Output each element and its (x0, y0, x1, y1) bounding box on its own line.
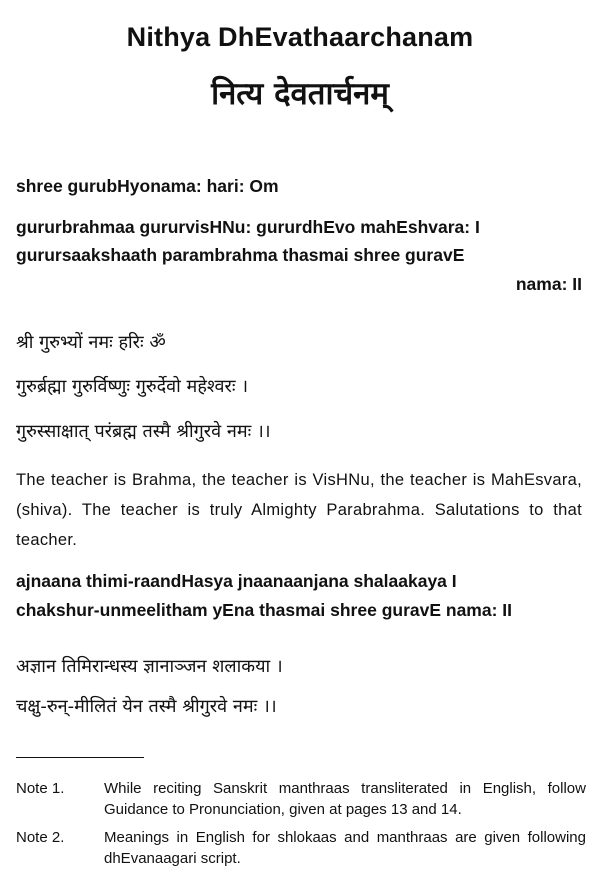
footnote-1-text: While reciting Sanskrit manthraas transliterated in English, follow Guidance to Pronunciation, given at pages 13 and 14. (104, 780, 586, 818)
meaning-paragraph: The teacher is Brahma, the teacher is VisHNu, the teacher is MahEsvara, (shiva). The teacher is truly Almighty Parabrahma. Salutations to that teacher. (16, 471, 582, 549)
invocation-devanagari-line-2: गुरुर्ब्रह्मा गुरुर्विष्णुः गुरुर्देवो महेश्वरः । (16, 376, 249, 397)
footnote-divider (16, 757, 144, 758)
footnote-1 (16, 778, 588, 820)
footnote-2-text: Meanings in English for shlokaas and manthraas are given following dhEvanaagari script. (104, 829, 586, 867)
footnote-2-label: Note 2. (16, 829, 65, 846)
invocation-translit-line-4: nama: II (515, 274, 582, 294)
invocation-translit-line-1: shree gurubHyonama: hari: Om (16, 176, 279, 196)
verse2-translit-line-2: chakshur-unmeelitham yEna thasmai shree guravE nama: II (16, 600, 513, 620)
footnote-1-label: Note 1. (16, 780, 65, 797)
invocation-devanagari-line-1: श्री गुरुभ्यों नमः हरिः ॐ (16, 332, 166, 353)
verse2-translit-line-1: ajnaana thimi-raandHasya jnaanaanjana shalaakaya I (16, 571, 457, 591)
invocation-translit-line-3: gurursaakshaath parambrahma thasmai shree guravE (16, 245, 465, 265)
invocation-devanagari-line-3: गुरुस्साक्षात् परंब्रह्म तस्मै श्रीगुरवे नमः ।। (16, 421, 271, 442)
verse2-devanagari-line-2: चक्षु-रुन्-मीलितं येन तस्मै श्रीगुरवे नमः ।। (16, 696, 277, 717)
page-title: Nithya DhEvathaarchanam (126, 22, 474, 52)
footnote-2 (16, 827, 588, 869)
invocation-translit-line-2: gururbrahmaa gururvisHNu: gururdhEvo mahEshvara: I (16, 217, 480, 237)
page-title-devanagari: नित्य देवतार्चनम् (211, 76, 389, 112)
verse2-devanagari-line-1: अज्ञान तिमिरान्धस्य ज्ञानाञ्जन शलाकया । (16, 656, 283, 677)
